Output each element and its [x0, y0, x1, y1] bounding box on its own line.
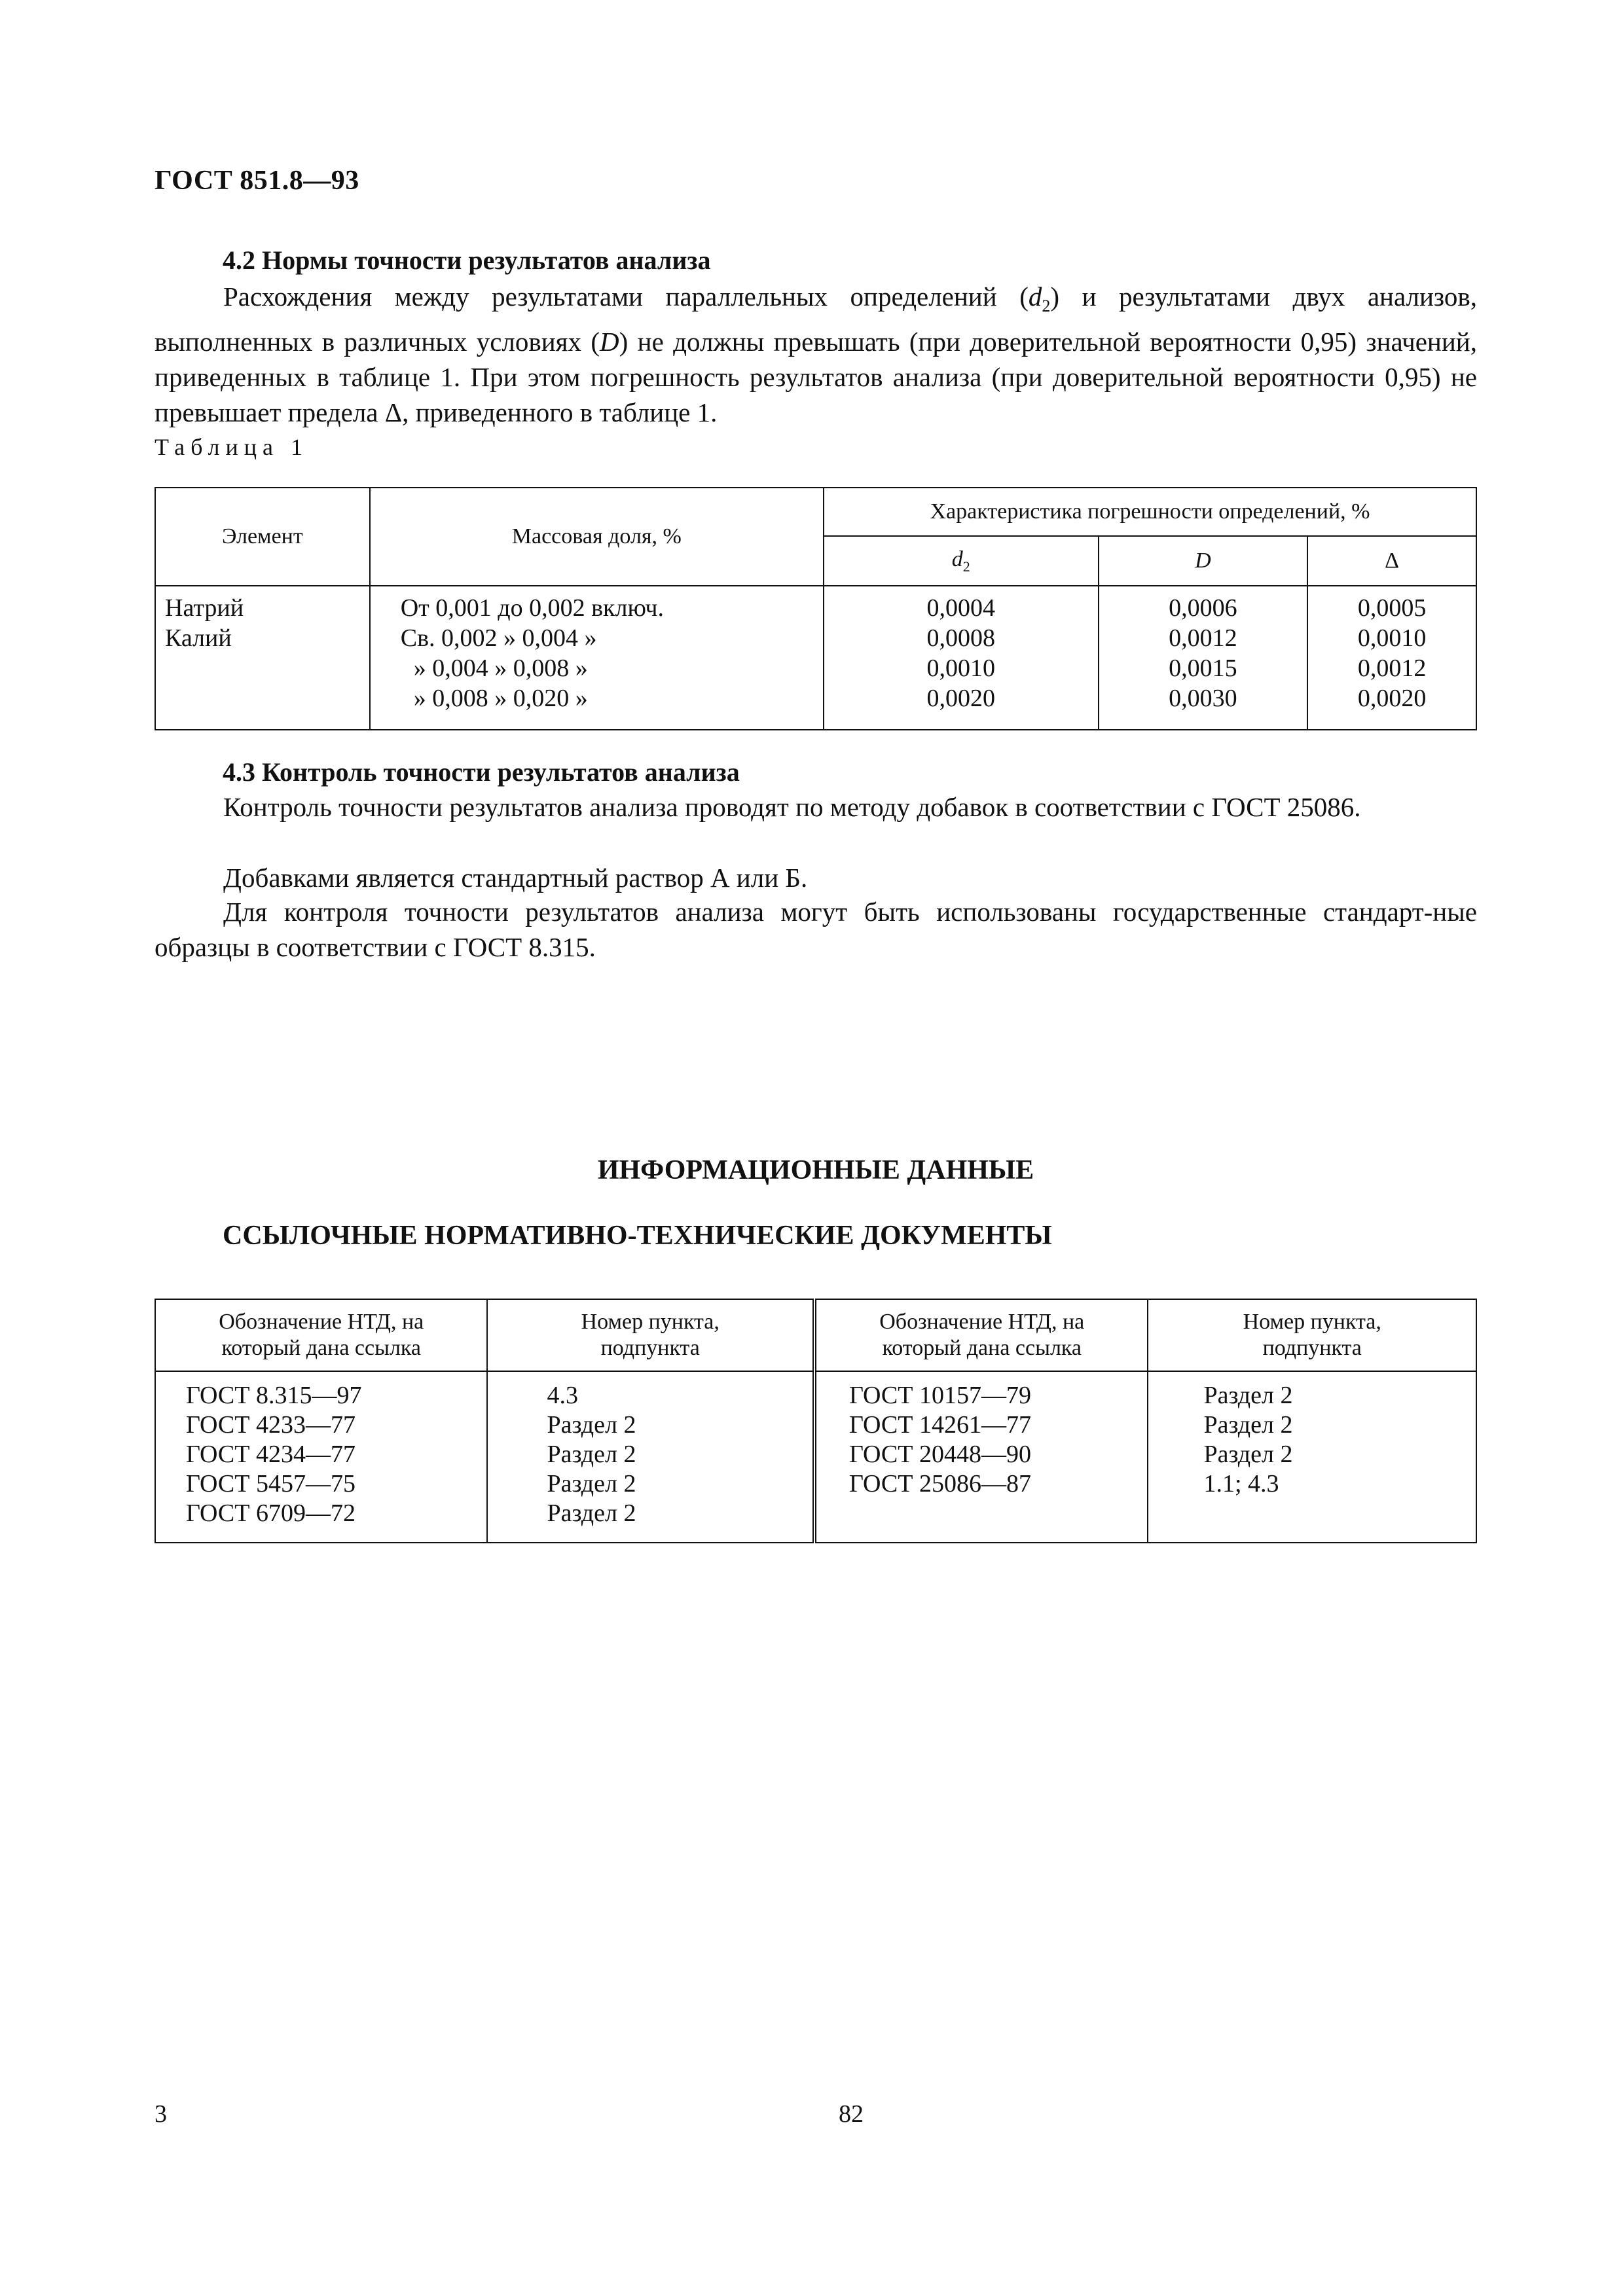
item-number: Раздел 2	[547, 1470, 636, 1498]
header-item-left	[487, 1299, 814, 1371]
doc-designation: ГОСТ 20448—90	[849, 1441, 1031, 1468]
d-subscript: 2	[1042, 296, 1051, 316]
d2-value: 0,0010	[926, 655, 995, 682]
paragraph-text-3: ) не должны превышать (при доверительной вероятности 0,95) значений, приведенных в таблице 1. При этом погрешность результатов анализа (при доверительной вероятности 0,95) не превышает предела Δ, приведенного в таблице 1.	[155, 327, 1477, 428]
header-ntd-line2: который дана ссылка	[882, 1336, 1082, 1360]
D-value: 0,0030	[1169, 685, 1237, 712]
paragraph-text-2: ) и результатами двух анализов, выполненных в различных условиях (	[155, 281, 1477, 357]
D-symbol: D	[600, 327, 619, 357]
left-docs-cell	[155, 1371, 487, 1543]
header-item-line2: подпункта	[1262, 1336, 1362, 1360]
header-ntd-line2: который дана ссылка	[221, 1336, 422, 1360]
D-value: 0,0006	[1169, 594, 1237, 622]
header-ntd-left	[155, 1299, 487, 1371]
d2-value: 0,0020	[926, 685, 995, 712]
document-number: ГОСТ 851.8—93	[155, 166, 359, 196]
item-number: Раздел 2	[547, 1499, 636, 1527]
mass-range: Св. 0,002 » 0,004 »	[400, 624, 597, 652]
mass-fraction-cell	[370, 586, 824, 730]
mass-range: » 0,008 » 0,020 »	[413, 685, 588, 712]
item-number: 1.1; 4.3	[1203, 1470, 1279, 1498]
item-number: Раздел 2	[1203, 1411, 1293, 1439]
header-ntd-line1: Обозначение НТД, на	[219, 1310, 424, 1334]
section-4-3-paragraph-2: Добавками является стандартный раствор А или Б.	[223, 863, 808, 893]
item-number: Раздел 2	[547, 1441, 636, 1468]
delta-value: 0,0012	[1357, 655, 1427, 682]
section-4-3-title: 4.3 Контроль точности результатов анализа	[223, 757, 740, 787]
delta-value: 0,0005	[1357, 594, 1427, 622]
doc-designation: ГОСТ 5457—75	[186, 1470, 356, 1498]
header-element: Элемент	[155, 488, 370, 586]
header-delta: Δ	[1307, 536, 1476, 586]
item-number: Раздел 2	[547, 1411, 636, 1439]
d2-value: 0,0004	[926, 594, 995, 622]
header-d2	[824, 536, 1099, 586]
D-value: 0,0012	[1169, 624, 1237, 652]
item-number: 4.3	[547, 1382, 578, 1409]
paragraph-text-1: Расхождения между результатами параллельных определений (	[223, 281, 1029, 312]
D-value: 0,0015	[1169, 655, 1237, 682]
doc-designation: ГОСТ 4233—77	[186, 1411, 356, 1439]
reference-documents-table	[155, 1299, 1477, 1543]
element-potassium: Калий	[165, 624, 232, 652]
d2-values-cell	[824, 586, 1099, 730]
doc-designation: ГОСТ 8.315—97	[186, 1382, 362, 1409]
header-item-line2: подпункта	[600, 1336, 700, 1360]
header-D	[1099, 536, 1308, 586]
accuracy-table	[155, 487, 1477, 730]
d2-value: 0,0008	[926, 624, 995, 652]
element-sodium: Натрий	[165, 594, 244, 622]
item-number: Раздел 2	[1203, 1441, 1293, 1468]
section-4-3-paragraph-3: Для контроля точности результатов анализа могут быть использованы государственные стандарт-ные образцы в соответствии с ГОСТ 8.315.	[155, 897, 1477, 962]
info-title: ИНФОРМАЦИОННЫЕ ДАННЫЕ	[597, 1155, 1034, 1185]
element-cell	[155, 586, 370, 730]
right-docs-cell	[814, 1371, 1148, 1543]
doc-designation: ГОСТ 4234—77	[186, 1441, 356, 1468]
footer-left-mark: 3	[155, 2100, 167, 2128]
delta-value: 0,0020	[1357, 685, 1427, 712]
table-1-caption: Таблица 1	[155, 434, 308, 460]
header-item-line1: Номер пункта,	[581, 1310, 720, 1334]
header-error-characteristic: Характеристика погрешности определений, %	[824, 488, 1476, 536]
section-4-3-paragraph-1: Контроль точности результатов анализа проводят по методу добавок в соответствии с ГОСТ 25086.	[223, 792, 1361, 822]
header-D-text: D	[1195, 548, 1211, 573]
mass-range: » 0,004 » 0,008 »	[413, 655, 588, 682]
d-symbol: d	[1028, 281, 1042, 312]
doc-designation: ГОСТ 10157—79	[849, 1382, 1031, 1409]
header-ntd-right	[814, 1299, 1148, 1371]
page-number: 82	[839, 2100, 864, 2128]
doc-designation: ГОСТ 25086—87	[849, 1470, 1031, 1498]
mass-range: От 0,001 до 0,002 включ.	[400, 594, 665, 622]
header-item-line1: Номер пункта,	[1243, 1310, 1381, 1334]
doc-designation: ГОСТ 14261—77	[849, 1411, 1031, 1439]
doc-designation: ГОСТ 6709—72	[186, 1499, 356, 1527]
info-subtitle: ССЫЛОЧНЫЕ НОРМАТИВНО-ТЕХНИЧЕСКИЕ ДОКУМЕНТЫ	[223, 1221, 1052, 1251]
header-d2-main: d	[951, 547, 963, 571]
header-item-right	[1148, 1299, 1476, 1371]
delta-values-cell	[1307, 586, 1476, 730]
item-number: Раздел 2	[1203, 1382, 1293, 1409]
section-4-2-title: 4.2 Нормы точности результатов анализа	[223, 245, 711, 275]
section-4-2-paragraph	[155, 279, 1477, 430]
D-values-cell	[1099, 586, 1308, 730]
left-items-cell	[487, 1371, 814, 1543]
header-mass-fraction: Массовая доля, %	[370, 488, 824, 586]
delta-value: 0,0010	[1357, 624, 1427, 652]
header-d2-sub: 2	[962, 558, 970, 575]
header-ntd-line1: Обозначение НТД, на	[879, 1310, 1085, 1334]
right-items-cell	[1148, 1371, 1476, 1543]
